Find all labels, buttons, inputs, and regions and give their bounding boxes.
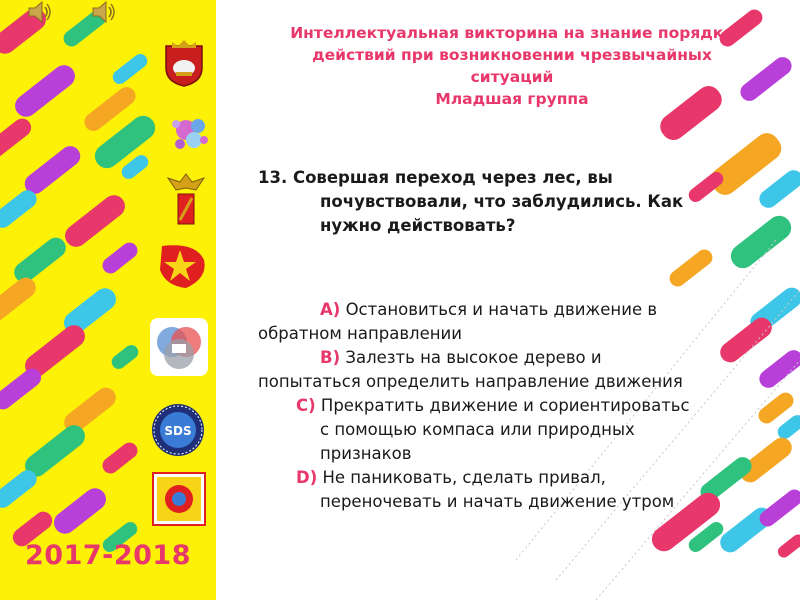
title-line: Интеллектуальная викторина на знание порядка [290, 24, 734, 42]
answer-text: Не паниковать, сделать привал, [322, 468, 606, 487]
answer-option-c[interactable] [258, 394, 778, 466]
answer-option-a[interactable] [258, 298, 778, 346]
speaker-icon[interactable] [26, 0, 54, 24]
answer-text: с помощью компаса или природных [320, 420, 635, 439]
sidebar [0, 0, 216, 600]
coat-of-arms-emblem [162, 38, 206, 88]
decorative-stripe [110, 51, 150, 87]
answer-letter: А) [320, 300, 341, 319]
circles-emblem [150, 318, 208, 376]
decorative-stripe [11, 61, 80, 121]
decorative-stripe [50, 484, 111, 538]
answer-text: переночевать и начать движение утром [320, 492, 675, 511]
decorative-stripe [61, 191, 130, 251]
year-label: 2017-2018 [25, 540, 191, 571]
answer-letter: В) [320, 348, 341, 367]
sds-emblem-text: SDS [164, 424, 192, 438]
decorative-stripe [0, 467, 40, 512]
title-line: ситуаций [470, 68, 554, 86]
star-emblem [156, 240, 210, 292]
answer-text: Залезть на высокое дерево и [345, 348, 602, 367]
answer-option-b[interactable] [258, 346, 778, 394]
rescue-emblem [152, 472, 206, 526]
answer-text: Прекратить движение и сориентироватьс [320, 396, 690, 415]
answer-text: обратном направлении [258, 324, 462, 343]
answer-option-d[interactable] [258, 466, 778, 514]
question-line: нужно действовать? [320, 216, 516, 235]
splash-emblem [168, 110, 212, 158]
decorative-stripe [0, 274, 40, 327]
answer-letter: С) [296, 396, 316, 415]
question-line: почувствовали, что заблудились. Как [320, 192, 684, 211]
decorative-stripe [109, 342, 141, 372]
decorative-stripe [0, 365, 45, 413]
slide-title [254, 22, 770, 110]
decorative-stripe [99, 439, 140, 476]
answer-text: Остановиться и начать движение в [345, 300, 658, 319]
decorative-stripe [0, 115, 35, 163]
eagle-emblem [166, 170, 206, 228]
sds-emblem [150, 402, 206, 458]
question [258, 166, 758, 238]
group-label: Младшая группа [435, 90, 589, 108]
answer-letter: D) [296, 468, 318, 487]
answer-text: попытаться определить направление движения [258, 372, 683, 391]
decorative-stripe [0, 187, 40, 232]
title-line: действий при возникновении чрезвычайных [312, 46, 712, 64]
decorative-stripe [99, 239, 140, 276]
question-line: 13. Совершая переход через лес, вы [258, 168, 613, 187]
answer-list [258, 298, 778, 514]
answer-text: признаков [320, 444, 412, 463]
speaker-icon[interactable] [90, 0, 118, 24]
